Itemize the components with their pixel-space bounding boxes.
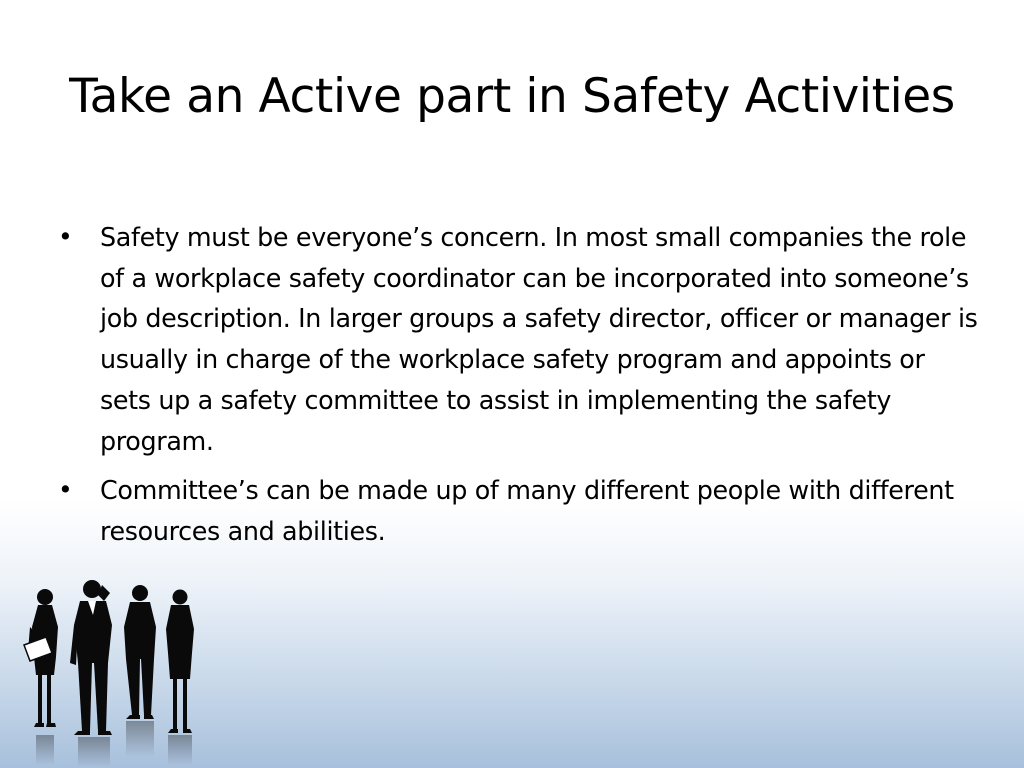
bullet-text: Committee’s can be made up of many different people with different resources and abilities.	[100, 475, 954, 546]
bullet-dot-icon: •	[58, 475, 73, 505]
bullet-item	[58, 470, 978, 551]
bullet-text: Safety must be everyone’s concern. In most small companies the role of a workplace safety coordinator can be incorporated into someone’s job description. In larger groups a safety director, officer or manager is usually in charge of the workplace safety program and appoints or sets up a safety committee to assist in implementing the safety program.	[100, 222, 978, 456]
business-people-silhouettes-icon	[20, 575, 210, 768]
slide-title: Take an Active part in Safety Activities	[69, 69, 955, 124]
woman-in-skirt-figure	[166, 590, 194, 734]
woman-arms-crossed-figure	[124, 585, 156, 719]
silhouette-reflection	[36, 721, 192, 767]
bullet-dot-icon: •	[58, 222, 73, 251]
bullet-item	[58, 217, 978, 461]
bullet-list	[58, 217, 978, 561]
